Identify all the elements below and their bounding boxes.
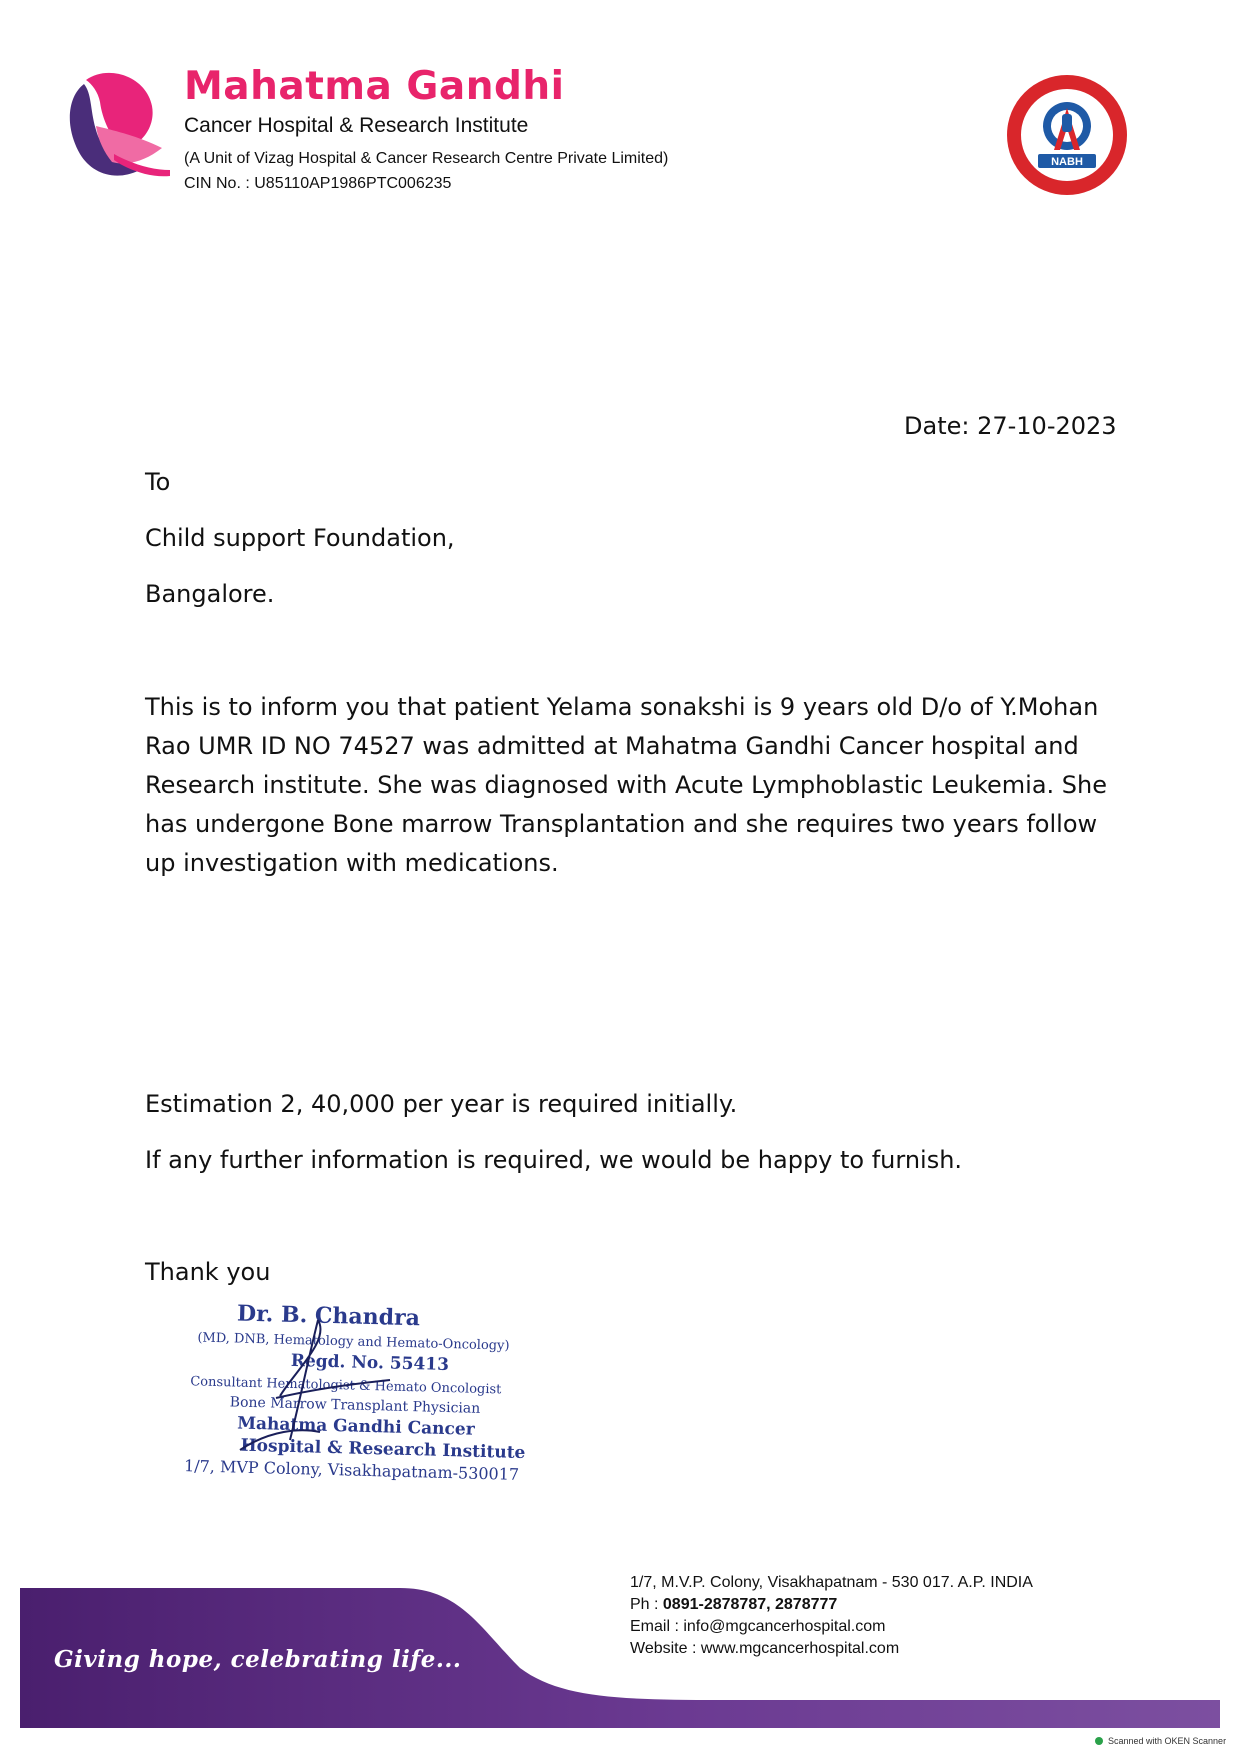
footer-email: Email : info@mgcancerhospital.com [630, 1618, 886, 1635]
letter-estimation: Estimation 2, 40,000 per year is required initially. [145, 1090, 738, 1118]
footer-phone-label: Ph : [630, 1596, 663, 1613]
doctor-stamp-signature [180, 1300, 560, 1490]
stamp-line: 1/7, MVP Colony, Visakhapatnam-530017 [183, 1456, 520, 1484]
footer-website: Website : www.mgcancerhospital.com [630, 1640, 900, 1657]
stamp-line: Mahatma Gandhi Cancer [236, 1413, 475, 1440]
letter-city: Bangalore. [145, 580, 275, 608]
hospital-name: Mahatma Gandhi [184, 64, 565, 109]
footer-phone [630, 1596, 837, 1614]
hospital-logo-icon [62, 66, 172, 196]
stamp-line: Hospital & Research Institute [240, 1435, 526, 1464]
scanner-icon [1094, 1736, 1104, 1746]
nabh-accreditation-seal-icon [1004, 72, 1130, 198]
stamp-line: (MD, DNB, Hematology and Hemato-Oncology) [197, 1330, 510, 1354]
scanner-note: Scanned with OKEN Scanner [1108, 1736, 1227, 1746]
stamp-line: Bone Marrow Transplant Physician [229, 1394, 481, 1417]
footer-tagline: Giving hope, celebrating life... [54, 1646, 462, 1673]
letter-closing: Thank you [145, 1258, 271, 1286]
letter-further-info: If any further information is required, we would be happy to furnish. [145, 1146, 963, 1174]
footer-phone-number: 0891-2878787, 2878777 [662, 1596, 838, 1613]
footer-address: 1/7, M.V.P. Colony, Visakhapatnam - 530 017. A.P. INDIA [630, 1574, 1033, 1591]
hospital-subtitle: Cancer Hospital & Research Institute [184, 114, 529, 137]
hospital-unit-line: (A Unit of Vizag Hospital & Cancer Research Centre Private Limited) [184, 150, 669, 167]
letter-recipient: Child support Foundation, [145, 524, 455, 552]
letter-paragraph: This is to inform you that patient Yelama sonakshi is 9 years old D/o of Y.Mohan Rao UMR ID NO 74527 was admitted at Mahatma Gandhi Cancer hospital and Research institute. She was diagnosed with Acute Lymphoblastic Leukemia. She has undergone Bone marrow Transplantation and she requires two years follow up investigation with medications. [145, 693, 1108, 877]
hospital-cin: CIN No. : U85110AP1986PTC006235 [184, 175, 452, 192]
stamp-line: Consultant Hematologist & Hemato Oncologist [190, 1374, 502, 1398]
nabh-label: NABH [1051, 156, 1083, 168]
letter-date: Date: 27-10-2023 [904, 412, 1117, 440]
letter-to: To [145, 468, 171, 496]
stamp-line: Dr. B. Chandra [236, 1300, 421, 1332]
stamp-line: Regd. No. 55413 [290, 1350, 450, 1376]
